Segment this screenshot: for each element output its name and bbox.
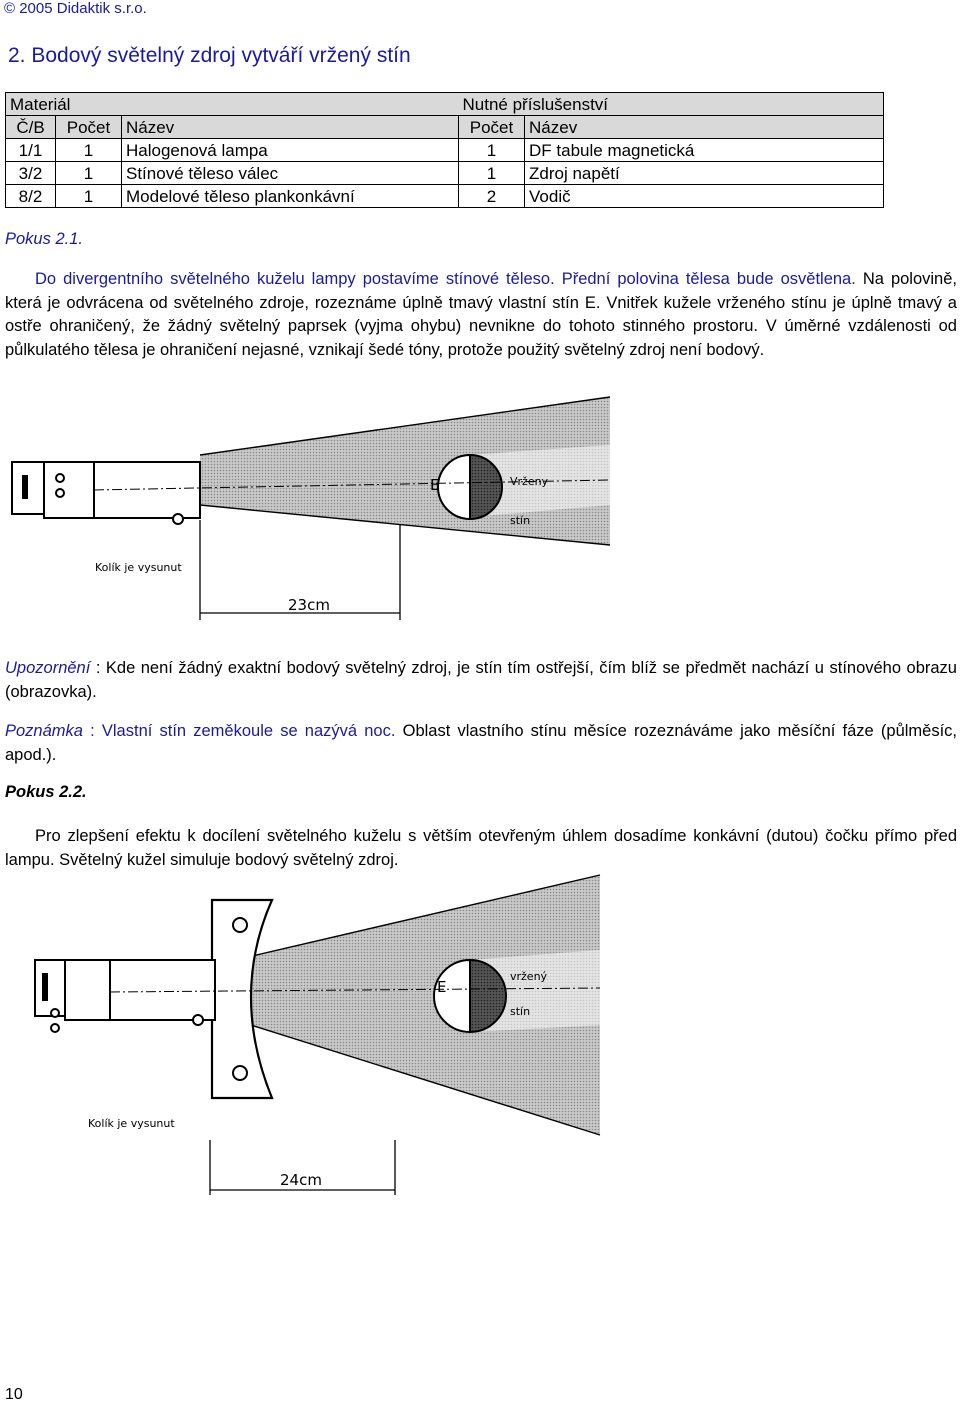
- cell: Modelové těleso plankonkávní: [122, 185, 459, 208]
- label-shadow-1: Vrženy: [510, 475, 549, 488]
- label-shadow-1: vržený: [510, 970, 548, 983]
- table-row: [6, 139, 884, 162]
- experiment-title-2: Pokus 2.2.: [5, 783, 87, 801]
- col-header: Počet: [459, 116, 525, 139]
- peg-icon: [193, 1015, 203, 1025]
- text-rest: Na polovině, která je odvrácena od světelného zdroje, rozeznáme úplně tmavý vlastní stín E. Vnitřek kužele vrženého stínu je úplně tmavý a ostře ohraničený, že žádný světelný paprsek (vyjma ohybu) nevnikne do tohoto stinného prostoru. V úměrné vzdálenosti od půlkulatého tělesa je ohraničení nejasné, vznikají šedé tóny, protože použitý světelný zdroj není bodový.: [5, 270, 957, 359]
- warning-label: Upozornění: [5, 659, 91, 677]
- copyright: © 2005 Didaktik s.r.o.: [4, 0, 147, 17]
- cell: Halogenová lampa: [122, 139, 459, 162]
- cell: 1/1: [6, 139, 56, 162]
- col-header: Č/B: [6, 116, 56, 139]
- label-shadow-2: stín: [510, 1005, 531, 1018]
- materials-table: [5, 92, 884, 208]
- label-e: E: [437, 978, 447, 996]
- experiment-text-2: Pro zlepšení efektu k docílení světelného kuželu s větším otevřeným úhlem dosadíme konkávní (dutou) čočku přímo před lampu. Světelný kužel simuluje bodový světelný zdroj.: [5, 827, 957, 869]
- cell: 1: [56, 162, 122, 185]
- text-lead: Do divergentního světelného kuželu lampy postavíme stínové těleso. Přední polovina tělesa bude osvětlena.: [35, 270, 856, 288]
- lamp-body: [94, 462, 200, 518]
- label-shadow-2: stín: [510, 514, 531, 527]
- page-number: 10: [5, 1386, 23, 1403]
- section-title: 2. Bodový světelný zdroj vytváří vržený stín: [8, 44, 411, 67]
- cell: Zdroj napětí: [525, 162, 884, 185]
- group-accessories: Nutné příslušenství: [459, 93, 884, 116]
- cell: 1: [459, 139, 525, 162]
- figure-shadow-cylinder: [0, 385, 640, 635]
- lamp-cap: [35, 960, 65, 1016]
- label-peg: Kolík je vysunut: [95, 561, 182, 574]
- group-material: Materiál: [6, 93, 459, 116]
- remark-label: Poznámka: [5, 722, 83, 740]
- dimension-24cm: [200, 1140, 420, 1200]
- cell: 1: [56, 139, 122, 162]
- table-row: [6, 185, 884, 208]
- col-header: Název: [525, 116, 884, 139]
- warning-note: [5, 657, 957, 704]
- label-distance: 24cm: [280, 1171, 322, 1189]
- label-distance: 23cm: [288, 596, 330, 614]
- table-group-header: [6, 93, 884, 116]
- figure-shadow-lens: [0, 870, 640, 1140]
- experiment-title-1: Pokus 2.1.: [5, 230, 83, 248]
- table-column-header: [6, 116, 884, 139]
- label-e: E: [430, 476, 440, 494]
- col-header: Počet: [56, 116, 122, 139]
- col-header: Název: [122, 116, 459, 139]
- cell: 8/2: [6, 185, 56, 208]
- table-row: [6, 162, 884, 185]
- cell: Stínové těleso válec: [122, 162, 459, 185]
- cell: 3/2: [6, 162, 56, 185]
- cell: 1: [56, 185, 122, 208]
- cell: DF tabule magnetická: [525, 139, 884, 162]
- remark-text-a: : Vlastní stín zeměkoule se nazývá noc.: [82, 722, 396, 740]
- peg-icon: [173, 514, 183, 524]
- cell: 2: [459, 185, 525, 208]
- remark-note: [5, 720, 957, 767]
- label-peg: Kolík je vysunut: [88, 1117, 175, 1130]
- cell: Vodič: [525, 185, 884, 208]
- cell: 1: [459, 162, 525, 185]
- experiment-text-1: [5, 268, 957, 362]
- lamp-body: [110, 960, 215, 1020]
- remark-text-b: Oblast vlastního stínu měsíce rozeznáváme jako měsíční fáze (půlměsíc, apod.).: [5, 722, 958, 764]
- warning-text: : Kde není žádný exaktní bodový světelný zdroj, je stín tím ostřejší, čím blíž se předmět nachází u stínového obrazu (obrazovka).: [5, 659, 957, 701]
